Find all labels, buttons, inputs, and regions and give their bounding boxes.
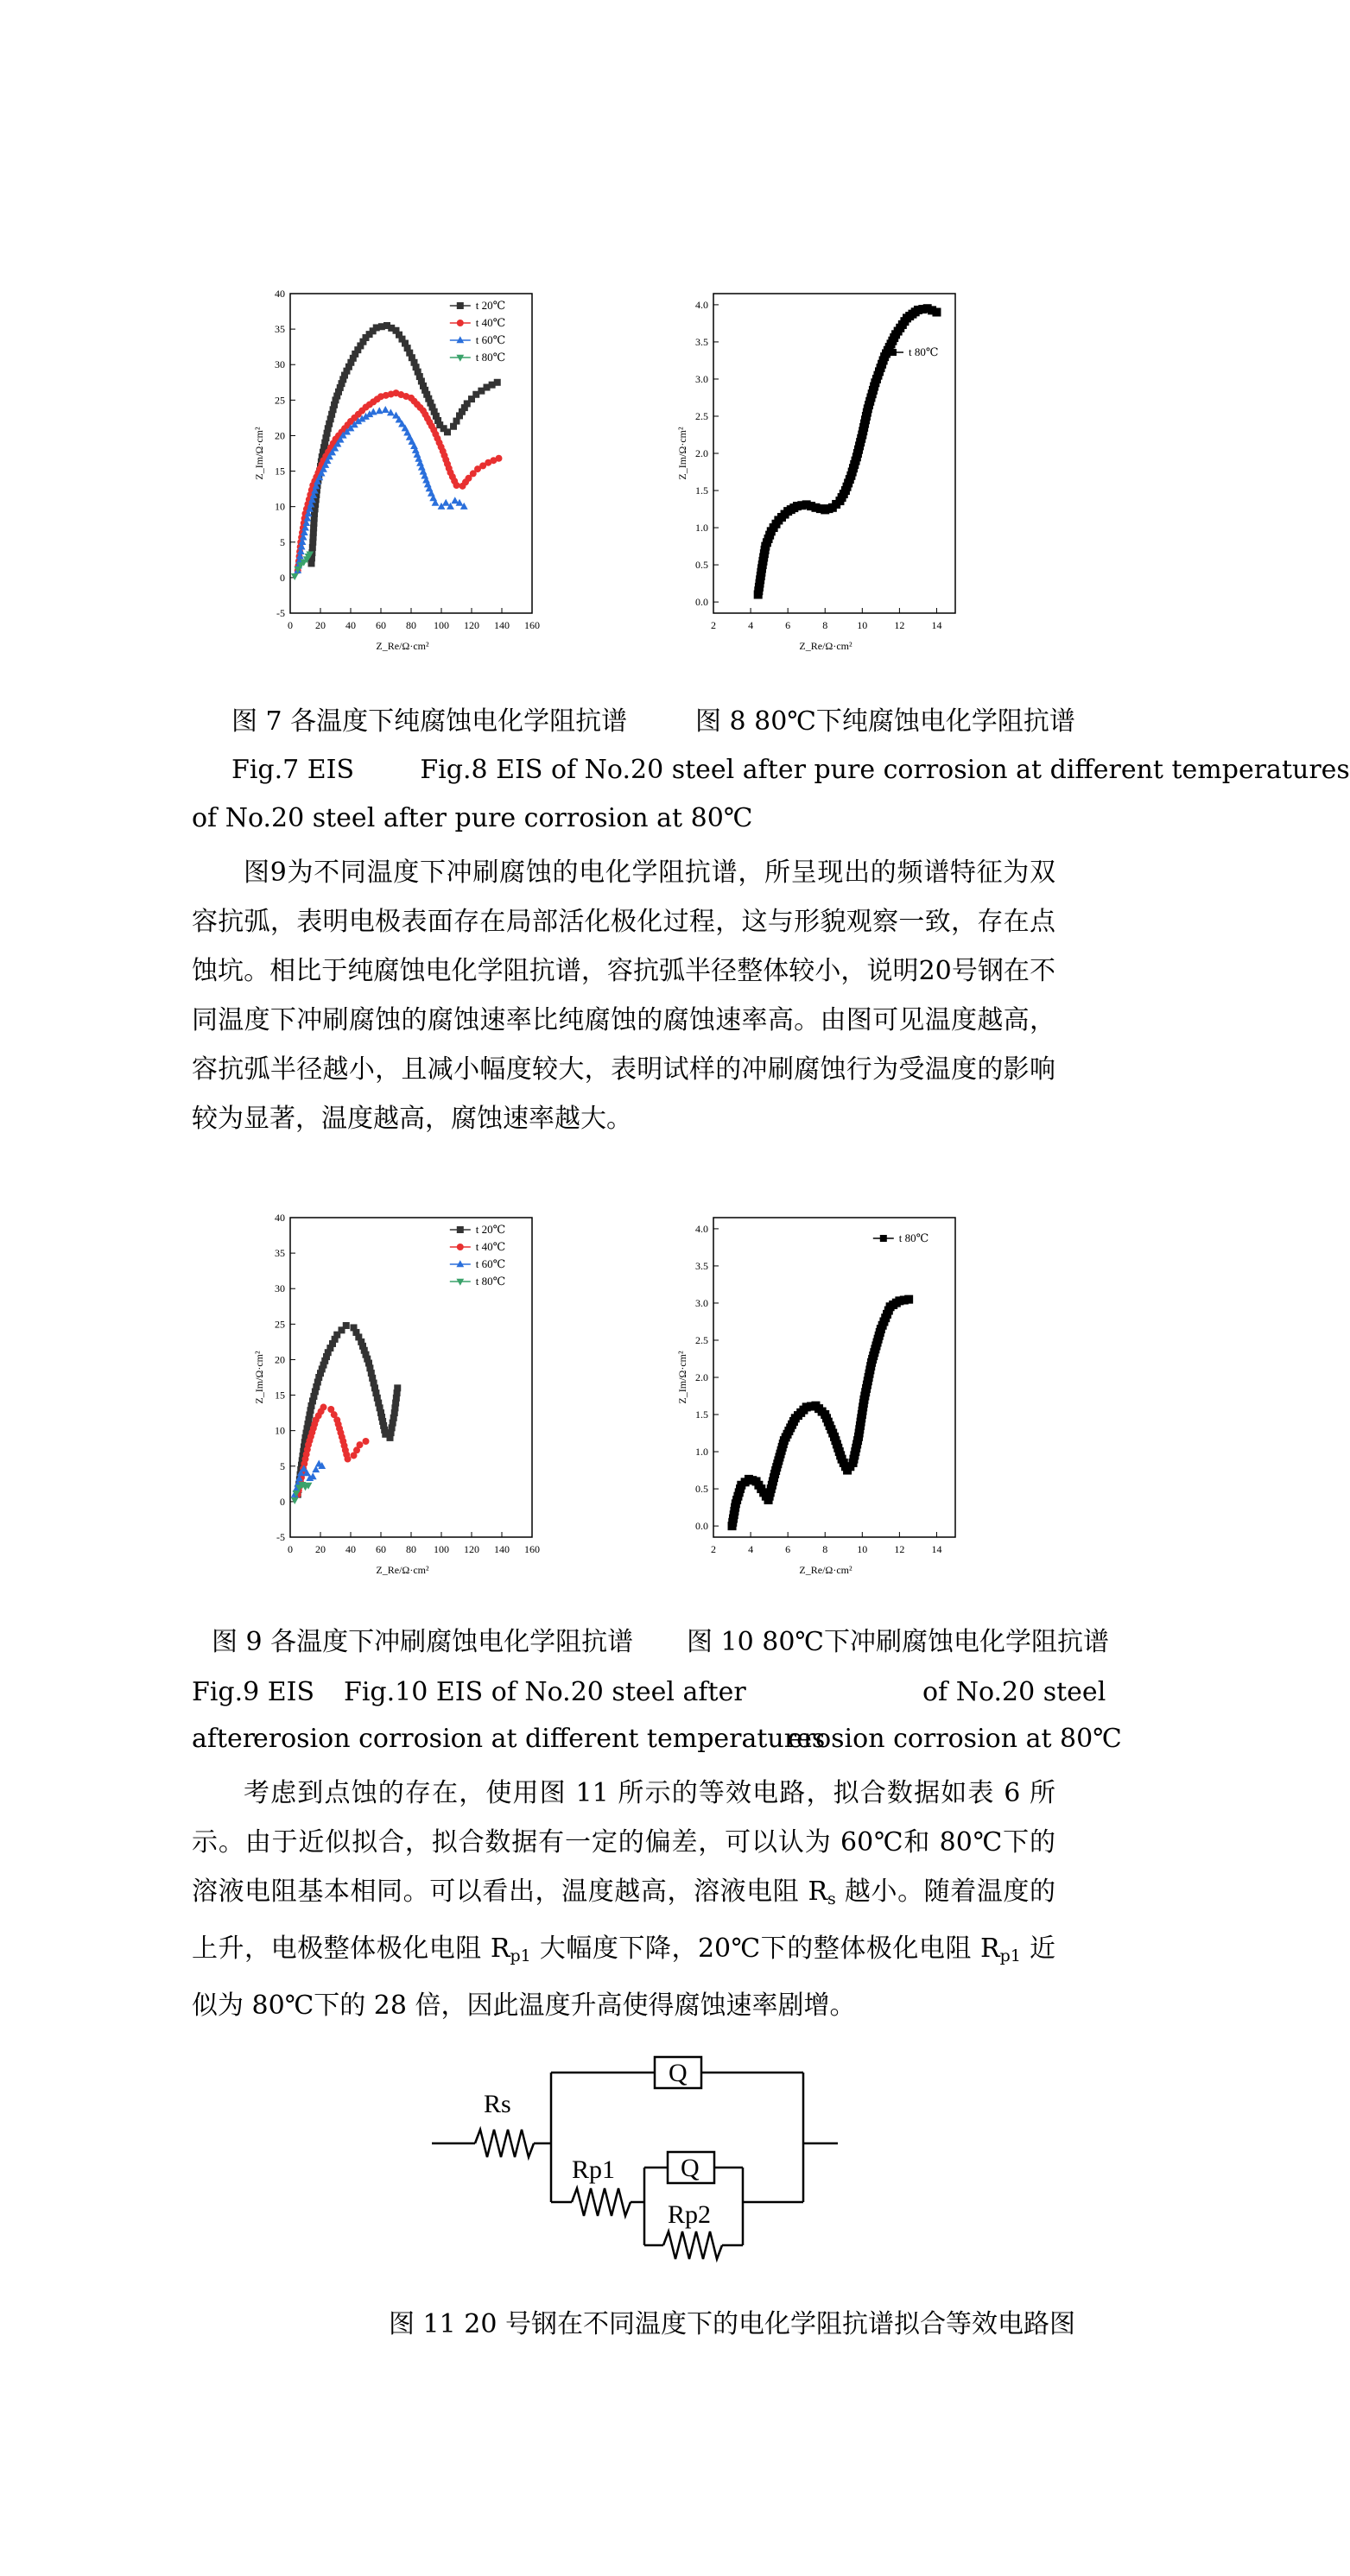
x-tick-label: 6: [785, 619, 791, 631]
data-point: [376, 407, 383, 414]
x-tick-label: 60: [376, 1543, 386, 1555]
rp1-label: Rp1: [572, 2155, 616, 2184]
rs-resistor: [475, 2130, 534, 2157]
fig910-caption-en-c: of No.20 steel: [922, 1677, 1106, 1707]
data-point: [345, 1456, 352, 1463]
y-tick-label: 2.5: [695, 1333, 708, 1346]
fig910-caption-en-e: erosion corrosion at different temperatures: [253, 1724, 826, 1754]
data-point: [343, 1322, 350, 1329]
y-tick-label: 4.0: [695, 298, 708, 311]
y-tick-label: 10: [275, 500, 285, 513]
rp2-label: Rp2: [668, 2200, 712, 2229]
fig910-caption-en-a: Fig.9 EIS: [192, 1677, 315, 1707]
data-point: [444, 428, 451, 435]
y-tick-label: 3.5: [695, 335, 708, 348]
paragraph-1-text: 图9为不同温度下冲刷腐蚀的电化学阻抗谱，所呈现出的频谱特征为双容抗弧，表明电极表面存在局部活化极化过程，这与形貌观察一致，存在点蚀坑。相比于纯腐蚀电化学阻抗谱，容抗弧半径整体较小，说明20号钢在不同温度下冲刷腐蚀的腐蚀速率比纯腐蚀的腐蚀速率高。由图可见温度越高，容抗弧半径越小，且减小幅度较大，表明试样的冲刷腐蚀行为受温度的影响较为显著，温度越高，腐蚀速率越大。: [192, 858, 1055, 1134]
fig910-caption-en-f: erosion corrosion at 80℃: [788, 1724, 1122, 1754]
data-point: [904, 1295, 913, 1304]
x-tick-label: 100: [434, 619, 449, 631]
fig910-caption-en-b: Fig.10 EIS of No.20 steel after: [344, 1677, 746, 1707]
figure-7-chart: [250, 285, 579, 682]
x-tick-label: 8: [822, 619, 828, 631]
rp1-resistor: [572, 2188, 631, 2216]
data-point: [357, 1441, 364, 1448]
rs-label: Rs: [484, 2090, 511, 2118]
data-point: [370, 408, 377, 415]
y-tick-label: 2.0: [695, 447, 708, 459]
y-tick-label: 3.5: [695, 1259, 708, 1272]
rp2-resistor: [663, 2231, 722, 2259]
data-point: [291, 1497, 299, 1504]
y-tick-label: 0.0: [695, 596, 708, 609]
x-tick-label: 80: [406, 1543, 416, 1555]
data-point: [442, 499, 450, 506]
y-tick-label: 0: [280, 1495, 285, 1508]
x-tick-label: 40: [345, 619, 356, 631]
x-tick-label: 10: [857, 619, 868, 631]
y-tick-label: 20: [275, 1353, 285, 1366]
figure-8-chart: [674, 285, 1002, 682]
y-tick-label: 35: [275, 323, 285, 336]
x-tick-label: 120: [464, 1543, 479, 1555]
legend-label: t 40℃: [475, 316, 506, 329]
y-tick-label: -5: [276, 1531, 285, 1543]
y-tick-label: 0.5: [695, 1483, 708, 1496]
x-tick-label: 160: [524, 1543, 540, 1555]
fig10-caption-cn: 图 10 80℃下冲刷腐蚀电化学阻抗谱: [687, 1627, 1109, 1657]
legend-marker: [457, 320, 464, 326]
x-tick-label: 60: [376, 619, 386, 631]
x-tick-label: 120: [464, 619, 479, 631]
x-tick-label: 6: [785, 1543, 791, 1555]
x-tick-label: 14: [931, 1543, 942, 1555]
x-tick-label: 10: [857, 1543, 868, 1555]
y-tick-label: 1.0: [695, 522, 708, 535]
x-axis-label: Z_Re/Ω·cm²: [376, 1564, 429, 1576]
y-axis-label: Z_Im/Ω·cm²: [253, 1351, 265, 1404]
fig78-caption-en-line1: Fig.7 EIS Fig.8 EIS of No.20 steel after pure corrosion at different temperatures: [231, 755, 1350, 785]
q2-label: Q: [681, 2154, 700, 2182]
y-tick-label: 20: [275, 429, 285, 442]
figure-9-chart: [250, 1209, 579, 1606]
x-tick-label: 40: [345, 1543, 356, 1555]
y-tick-label: 35: [275, 1247, 285, 1260]
y-tick-label: 10: [275, 1424, 285, 1437]
fig7-caption-cn: 图 7 各温度下纯腐蚀电化学阻抗谱: [231, 706, 628, 737]
data-point: [291, 573, 299, 580]
data-point: [932, 308, 941, 317]
x-tick-label: 4: [748, 1543, 754, 1555]
legend-marker: [890, 349, 897, 356]
legend-label: t 80℃: [909, 345, 939, 358]
x-tick-label: 20: [315, 619, 326, 631]
y-tick-label: 1.5: [695, 1408, 708, 1421]
x-tick-label: 14: [931, 619, 942, 631]
y-tick-label: 4.0: [695, 1222, 708, 1235]
paragraph-2: [192, 1769, 1055, 2030]
legend-marker: [456, 355, 464, 362]
data-point: [382, 406, 390, 413]
legend-label: t 80℃: [475, 351, 506, 364]
y-tick-label: 5: [280, 1459, 285, 1472]
x-tick-label: 12: [894, 619, 905, 631]
legend-marker: [457, 1244, 464, 1250]
x-tick-label: 2: [711, 619, 716, 631]
x-tick-label: 0: [288, 1543, 293, 1555]
y-tick-label: 1.5: [695, 484, 708, 497]
legend-marker: [880, 1235, 887, 1242]
legend-label: t 80℃: [475, 1275, 506, 1288]
x-tick-label: 0: [288, 619, 293, 631]
x-axis-label: Z_Re/Ω·cm²: [799, 1564, 852, 1576]
y-axis-label: Z_Im/Ω·cm²: [253, 427, 265, 480]
y-tick-label: 40: [275, 288, 285, 300]
legend-label: t 20℃: [475, 1223, 506, 1236]
legend-marker: [456, 1260, 464, 1267]
x-tick-label: 20: [315, 1543, 326, 1555]
legend-label: t 60℃: [475, 1257, 506, 1270]
fig78-caption-en-line2: of No.20 steel after pure corrosion at 80℃: [192, 803, 753, 833]
y-tick-label: -5: [276, 607, 285, 619]
x-tick-label: 160: [524, 619, 540, 631]
y-axis-label: Z_Im/Ω·cm²: [676, 427, 688, 480]
legend-label: t 60℃: [475, 333, 506, 346]
data-point: [494, 379, 501, 386]
x-tick-label: 12: [894, 1543, 905, 1555]
fig8-caption-cn: 图 8 80℃下纯腐蚀电化学阻抗谱: [695, 706, 1075, 737]
data-point: [320, 1404, 327, 1411]
paragraph-2-text: 考虑到点蚀的存在，使用图 11 所示的等效电路，拟合数据如表 6 所示。由于近似拟合，拟合数据有一定的偏差，可以认为 60℃和 80℃下的溶液电阻基本相同。可以看出，温度越高，溶液电阻 $R_s$ 越小。随着温度的上升，电极整体极化电阻 $R_{p1}$ 大幅度下降，20℃下的整体极化电阻 $R_{p1}$ 近似为 80℃下的 28 倍，因此温度升高使得腐蚀速率剧增。: [192, 1778, 1055, 2021]
y-tick-label: 30: [275, 358, 285, 371]
y-tick-label: 25: [275, 1318, 285, 1331]
x-tick-label: 4: [748, 619, 754, 631]
fig11-caption-cn: 图 11 20 号钢在不同温度下的电化学阻抗谱拟合等效电路图: [389, 2309, 1075, 2339]
y-tick-label: 25: [275, 394, 285, 407]
y-tick-label: 3.0: [695, 1296, 708, 1309]
data-point: [363, 1438, 370, 1445]
legend-marker: [456, 336, 464, 343]
y-tick-label: 2.5: [695, 409, 708, 422]
legend-label: t 40℃: [475, 1240, 506, 1253]
data-point: [394, 1384, 401, 1391]
x-tick-label: 100: [434, 1543, 449, 1555]
legend-marker: [457, 302, 464, 309]
x-tick-label: 8: [822, 1543, 828, 1555]
y-tick-label: 15: [275, 465, 285, 478]
x-tick-label: 140: [494, 1543, 510, 1555]
y-tick-label: 15: [275, 1389, 285, 1402]
y-tick-label: 30: [275, 1282, 285, 1295]
paragraph-1: [192, 848, 1055, 1143]
y-tick-label: 0: [280, 571, 285, 584]
x-axis-label: Z_Re/Ω·cm²: [799, 640, 852, 652]
fig9-caption-cn: 图 9 各温度下冲刷腐蚀电化学阻抗谱: [212, 1627, 634, 1657]
plot-frame: [713, 1218, 955, 1537]
x-tick-label: 80: [406, 619, 416, 631]
legend-marker: [457, 1226, 464, 1233]
x-tick-label: 2: [711, 1543, 716, 1555]
y-tick-label: 3.0: [695, 372, 708, 385]
legend-marker: [456, 1279, 464, 1286]
data-point: [496, 455, 503, 462]
legend-label: t 20℃: [475, 299, 506, 312]
fig910-caption-en-d: after: [192, 1724, 256, 1754]
y-tick-label: 0.0: [695, 1520, 708, 1533]
data-point: [453, 482, 460, 489]
x-tick-label: 140: [494, 619, 510, 631]
y-tick-label: 5: [280, 535, 285, 548]
x-axis-label: Z_Re/Ω·cm²: [376, 640, 429, 652]
y-tick-label: 1.0: [695, 1446, 708, 1459]
y-tick-label: 40: [275, 1212, 285, 1224]
y-axis-label: Z_Im/Ω·cm²: [676, 1351, 688, 1404]
y-tick-label: 0.5: [695, 559, 708, 572]
plot-frame: [713, 294, 955, 613]
legend-label: t 80℃: [898, 1231, 929, 1244]
figure-11-circuit: [423, 2038, 846, 2297]
figure-10-chart: [674, 1209, 1002, 1606]
y-tick-label: 2.0: [695, 1371, 708, 1383]
q1-label: Q: [669, 2059, 688, 2087]
